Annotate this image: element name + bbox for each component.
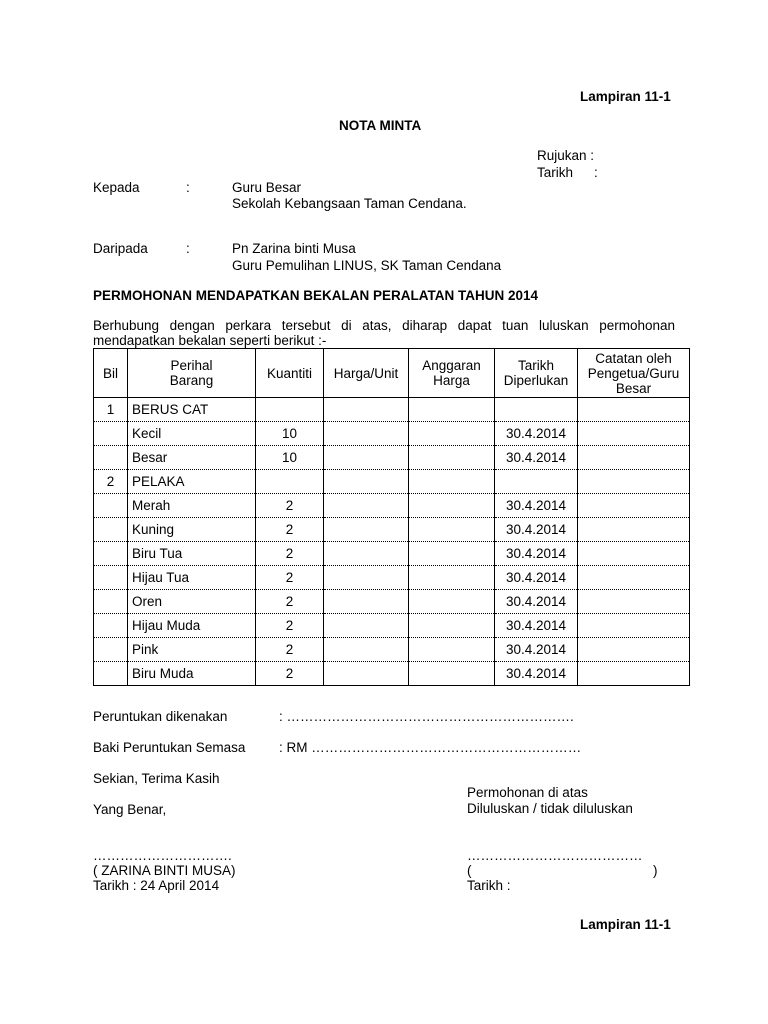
header-bil: Bil xyxy=(94,349,128,398)
signer-date: Tarikh : 24 April 2014 xyxy=(93,878,220,893)
cell-date: 30.4.2014 xyxy=(495,638,578,662)
cell-item: Kecil xyxy=(128,422,256,446)
table-header-row xyxy=(94,349,690,398)
cell-qty xyxy=(256,470,324,494)
cell-note xyxy=(578,470,690,494)
approval-date-label: Tarikh : xyxy=(467,878,511,893)
cell-estimate xyxy=(409,470,495,494)
cell-price xyxy=(324,470,409,494)
table-row xyxy=(94,446,690,470)
cell-bil xyxy=(94,662,128,686)
cell-bil xyxy=(94,494,128,518)
cell-date: 30.4.2014 xyxy=(495,542,578,566)
cell-note xyxy=(578,518,690,542)
cell-bil xyxy=(94,446,128,470)
table-row xyxy=(94,590,690,614)
cell-price xyxy=(324,422,409,446)
cell-note xyxy=(578,662,690,686)
cell-estimate xyxy=(409,398,495,422)
cell-item: Pink xyxy=(128,638,256,662)
cell-date: 30.4.2014 xyxy=(495,662,578,686)
cell-estimate xyxy=(409,638,495,662)
cell-item: Besar xyxy=(128,446,256,470)
cell-qty: 10 xyxy=(256,422,324,446)
cell-qty: 2 xyxy=(256,662,324,686)
cell-date: 30.4.2014 xyxy=(495,590,578,614)
table-row xyxy=(94,494,690,518)
approval-name-open: ( xyxy=(467,863,472,878)
cell-bil xyxy=(94,518,128,542)
cell-estimate xyxy=(409,566,495,590)
document-title: NOTA MINTA xyxy=(339,118,422,133)
table-row xyxy=(94,422,690,446)
cell-note xyxy=(578,638,690,662)
table-row xyxy=(94,566,690,590)
cell-item: PELAKA xyxy=(128,470,256,494)
cell-note xyxy=(578,590,690,614)
reference-date-label: Tarikh xyxy=(537,165,574,180)
signer-name: ( ZARINA BINTI MUSA) xyxy=(93,863,236,878)
header-anggaran: Anggaran Harga xyxy=(409,349,495,398)
cell-date xyxy=(495,398,578,422)
signature-line: …………………………. xyxy=(93,848,232,863)
table-row xyxy=(94,542,690,566)
cell-note xyxy=(578,542,690,566)
cell-date: 30.4.2014 xyxy=(495,422,578,446)
cell-price xyxy=(324,590,409,614)
cell-date: 30.4.2014 xyxy=(495,446,578,470)
cell-note xyxy=(578,422,690,446)
cell-estimate xyxy=(409,662,495,686)
cell-estimate xyxy=(409,422,495,446)
cell-qty: 2 xyxy=(256,566,324,590)
cell-price xyxy=(324,494,409,518)
attachment-label: Lampiran 11-1 xyxy=(580,89,671,104)
reference-label: Rujukan : xyxy=(537,148,595,163)
cell-item: Biru Tua xyxy=(128,542,256,566)
cell-note xyxy=(578,398,690,422)
header-perihal: Perihal Barang xyxy=(128,349,256,398)
cell-price xyxy=(324,614,409,638)
table-row xyxy=(94,398,690,422)
header-harga: Harga/Unit xyxy=(324,349,409,398)
cell-bil xyxy=(94,614,128,638)
approval-name-close: ) xyxy=(653,863,658,878)
cell-estimate xyxy=(409,542,495,566)
table-row xyxy=(94,638,690,662)
from-line-2: Guru Pemulihan LINUS, SK Taman Cendana xyxy=(232,258,502,273)
cell-estimate xyxy=(409,614,495,638)
closing-sincerely: Yang Benar, xyxy=(93,802,167,817)
approval-line-1: Permohonan di atas xyxy=(467,785,588,800)
cell-qty xyxy=(256,398,324,422)
to-line-2: Sekolah Kebangsaan Taman Cendana. xyxy=(232,196,467,211)
table-row xyxy=(94,662,690,686)
cell-bil xyxy=(94,566,128,590)
subject-heading: PERMOHONAN MENDAPATKAN BEKALAN PERALATAN TAHUN 2014 xyxy=(93,288,539,303)
cell-estimate xyxy=(409,590,495,614)
cell-qty: 2 xyxy=(256,590,324,614)
cell-price xyxy=(324,662,409,686)
cell-date: 30.4.2014 xyxy=(495,494,578,518)
cell-estimate xyxy=(409,518,495,542)
cell-date: 30.4.2014 xyxy=(495,614,578,638)
cell-item: BERUS CAT xyxy=(128,398,256,422)
cell-price xyxy=(324,566,409,590)
cell-item: Merah xyxy=(128,494,256,518)
cell-item: Hijau Muda xyxy=(128,614,256,638)
cell-bil: 2 xyxy=(94,470,128,494)
cell-date xyxy=(495,470,578,494)
intro-paragraph: Berhubung dengan perkara tersebut di atas, diharap dapat tuan luluskan permohonan mendapatkan bekalan seperti berikut :- xyxy=(93,318,675,348)
from-line-1: Pn Zarina binti Musa xyxy=(232,241,356,256)
from-label: Daripada xyxy=(93,241,148,256)
to-label: Kepada xyxy=(93,180,140,195)
from-colon: : xyxy=(186,241,190,256)
table-row xyxy=(94,614,690,638)
approval-line-2: Diluluskan / tidak diluluskan xyxy=(467,801,633,816)
cell-bil xyxy=(94,422,128,446)
cell-bil: 1 xyxy=(94,398,128,422)
cell-date: 30.4.2014 xyxy=(495,566,578,590)
cell-qty: 10 xyxy=(256,446,324,470)
allocation-charged-label: Peruntukan dikenakan xyxy=(93,709,228,724)
approval-signature-line: ………………………………… xyxy=(467,848,643,863)
cell-qty: 2 xyxy=(256,638,324,662)
cell-item: Kuning xyxy=(128,518,256,542)
cell-item: Biru Muda xyxy=(128,662,256,686)
header-tarikh: Tarikh Diperlukan xyxy=(495,349,578,398)
allocation-charged-value: : ………………………………………………………. xyxy=(279,709,574,724)
cell-note xyxy=(578,566,690,590)
cell-item: Hijau Tua xyxy=(128,566,256,590)
cell-bil xyxy=(94,638,128,662)
cell-date: 30.4.2014 xyxy=(495,518,578,542)
cell-item: Oren xyxy=(128,590,256,614)
request-table xyxy=(93,348,690,686)
cell-estimate xyxy=(409,446,495,470)
cell-price xyxy=(324,542,409,566)
cell-bil xyxy=(94,542,128,566)
cell-qty: 2 xyxy=(256,542,324,566)
cell-note xyxy=(578,446,690,470)
table-row xyxy=(94,518,690,542)
to-colon: : xyxy=(186,180,190,195)
table-row xyxy=(94,470,690,494)
reference-date-colon: : xyxy=(594,165,598,180)
cell-estimate xyxy=(409,494,495,518)
header-catatan: Catatan oleh Pengetua/Guru Besar xyxy=(578,349,690,398)
cell-price xyxy=(324,638,409,662)
cell-note xyxy=(578,614,690,638)
cell-price xyxy=(324,446,409,470)
cell-price xyxy=(324,398,409,422)
cell-price xyxy=(324,518,409,542)
cell-qty: 2 xyxy=(256,518,324,542)
cell-qty: 2 xyxy=(256,494,324,518)
closing-thanks: Sekian, Terima Kasih xyxy=(93,771,220,786)
header-kuantiti: Kuantiti xyxy=(256,349,324,398)
allocation-balance-value: : RM …………………………………………………… xyxy=(279,740,582,755)
cell-qty: 2 xyxy=(256,614,324,638)
footer-attachment-label: Lampiran 11-1 xyxy=(580,917,671,932)
to-line-1: Guru Besar xyxy=(232,180,302,195)
cell-note xyxy=(578,494,690,518)
allocation-balance-label: Baki Peruntukan Semasa xyxy=(93,740,246,755)
cell-bil xyxy=(94,590,128,614)
